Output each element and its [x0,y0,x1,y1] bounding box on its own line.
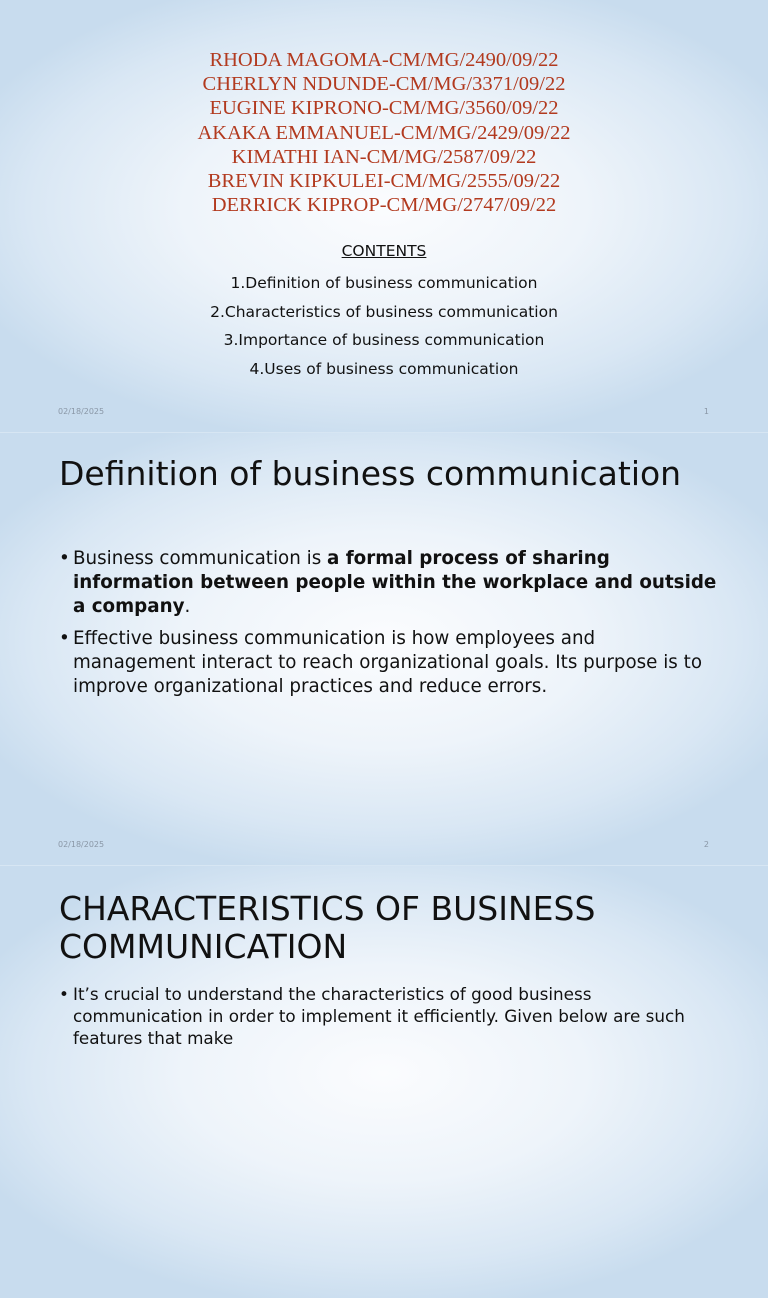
contents-item: 1.Definition of business communication [230,274,538,292]
contents-heading: CONTENTS [341,242,427,260]
bullet-item [59,627,719,699]
slide-date: 02/18/2025 [58,407,105,416]
slide-number: 1 [703,407,709,416]
bullet-icon: • [59,628,70,649]
bullet-list [59,547,719,707]
bullet-list [59,983,719,1057]
member-line: EUGINE KIPRONO-CM/MG/3560/09/22 [209,97,559,120]
group-members-list [0,48,768,217]
slide-title: Definition of business communication [59,454,682,493]
slide-date: 02/18/2025 [58,840,105,849]
contents-item: 4.Uses of business communication [249,359,519,378]
bullet-emphasis: a formal process of sharing information between people within the workplace and outside a company [73,548,717,617]
slide-1[interactable] [0,0,768,432]
slide-2[interactable] [0,433,768,865]
contents-item: 3.Importance of business communication [223,331,545,349]
bullet-icon: • [59,984,69,1004]
bullet-icon: • [59,548,70,569]
member-line: RHODA MAGOMA-CM/MG/2490/09/22 [209,49,559,71]
bullet-item [59,547,719,619]
slide-number: 2 [703,840,709,849]
slide-3[interactable] [0,866,768,1298]
bullet-text: . [184,596,191,617]
bullet-text: It’s crucial to understand the characteristics of good business communication in order to implement it efficiently. Given below are such features that make [73,984,685,1048]
slide-title: CHARACTERISTICS OF BUSINESS COMMUNICATION [59,889,596,966]
member-line: KIMATHI IAN-CM/MG/2587/09/22 [231,145,537,168]
member-line: DERRICK KIPROP-CM/MG/2747/09/22 [211,194,557,217]
member-line: AKAKA EMMANUEL-CM/MG/2429/09/22 [197,121,571,144]
bullet-text: Business communication is [73,548,328,569]
contents-item: 2.Characteristics of business communication [210,302,558,321]
bullet-text: Effective business communication is how employees and management interact to reach organizational goals. Its purpose is to improve organizational practices and reduce errors. [73,628,702,697]
member-line: BREVIN KIPKULEI-CM/MG/2555/09/22 [207,170,561,193]
member-line: CHERLYN NDUNDE-CM/MG/3371/09/22 [202,73,566,96]
bullet-item [59,983,719,1049]
contents-list [0,269,768,383]
